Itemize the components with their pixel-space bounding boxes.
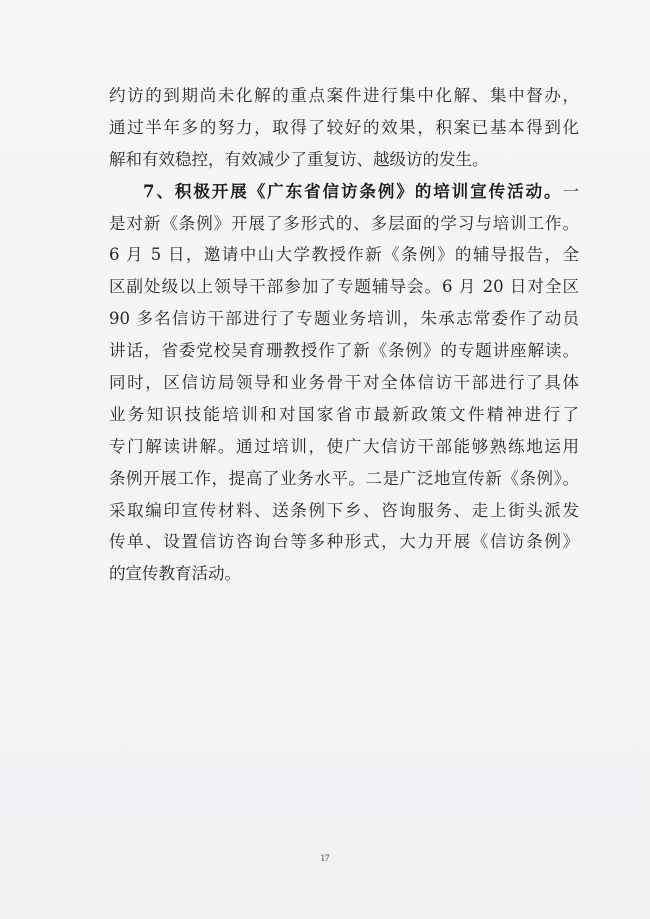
text-line: 业务知识技能培训和对国家省市最新政策文件精神进行了 — [109, 404, 579, 424]
text-line: 专门解读讲解。通过培训，使广大信访干部能够熟练地运用 — [109, 436, 579, 456]
text-line: 约访的到期尚未化解的重点案件进行集中化解、集中督办， — [109, 86, 579, 105]
text-line: 解和有效稳控，有效减少了重复访、越级访的发生。 — [109, 149, 489, 169]
text-fragment: 一 — [562, 181, 579, 201]
document-body — [109, 80, 579, 590]
text-line: 区副处级以上领导干部参加了专题辅导会。6 月 20 日对全区 — [109, 277, 579, 297]
text-line: 90 多名信访干部进行了专题业务培训，朱承志常委作了动员 — [109, 309, 579, 329]
text-line: 讲话，省委党校吴育珊教授作了新《条例》的专题讲座解读。 — [109, 341, 579, 361]
text-line: 同时，区信访局领导和业务骨干对全体信访干部进行了具体 — [109, 373, 579, 393]
text-line: 条例开展工作，提高了业务水平。二是广泛地宣传新《条例》。 — [109, 468, 579, 488]
text-line: 传单、设置信访咨询台等多种形式，大力开展《信访条例》 — [109, 532, 579, 552]
text-line: 是对新《条例》开展了多形式的、多层面的学习与培训工作。 — [109, 213, 579, 233]
page-number: 17 — [320, 853, 330, 863]
text-line: 通过半年多的努力，取得了较好的效果，积案已基本得到化 — [109, 117, 579, 137]
text-line: 的宣传教育活动。 — [109, 564, 241, 584]
text-line: 采取编印宣传材料、送条例下乡、咨询服务、走上街头派发 — [109, 500, 579, 520]
section-heading-line — [109, 176, 579, 208]
section-heading: 7、积极开展《广东省信访条例》的培训宣传活动。 — [143, 181, 563, 201]
text-line: 6 月 5 日，邀请中山大学教授作新《条例》的辅导报告，全 — [109, 245, 579, 265]
